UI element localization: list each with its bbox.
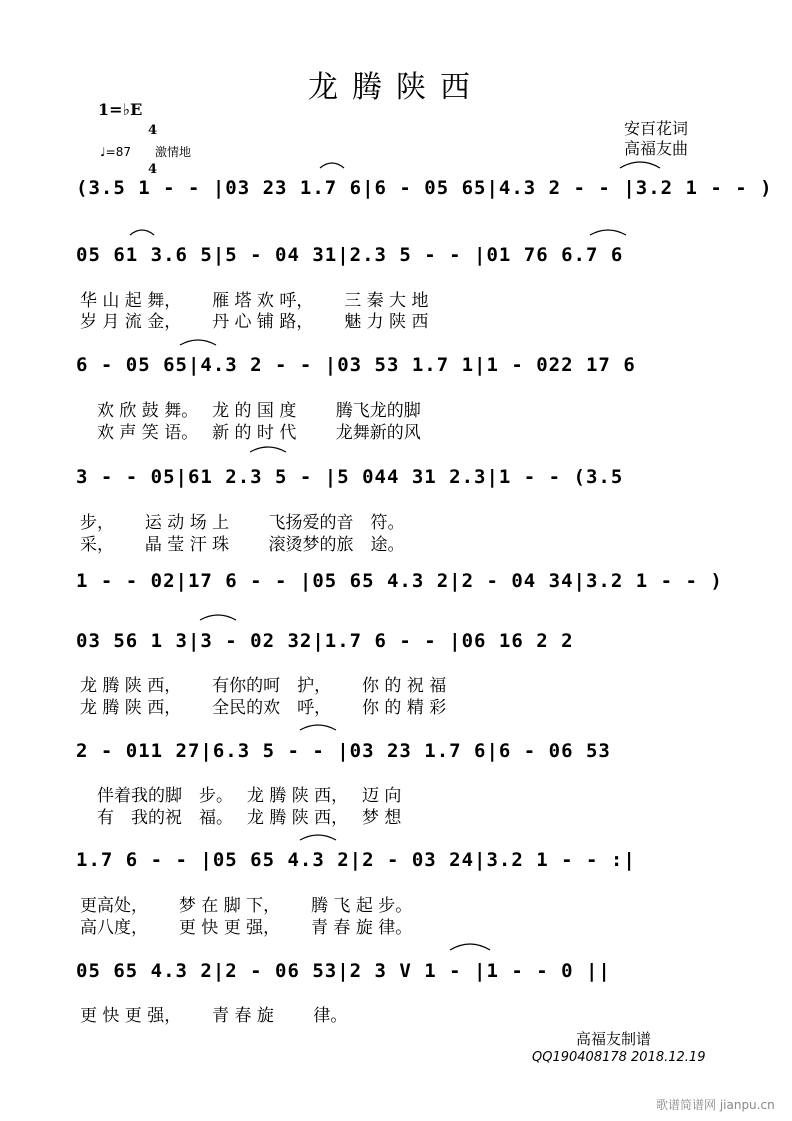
lyric-line-4a: 步， 运 动 场 上 飞扬爱的音 符。 — [80, 513, 405, 533]
slur-8 — [300, 725, 336, 730]
slur-9 — [300, 835, 336, 840]
notation-line-2: 05 61 3.6 5|5 - 04 31|2.3 5 - - |01 76 6.7 6 — [76, 244, 624, 266]
notation-line-1: (3.5 1 - - |03 23 1.7 6|6 - 05 65|4.3 2 - - |3.2 1 - - ) — [76, 177, 773, 199]
lyricist-credit: 安百花词 — [624, 119, 689, 138]
composer-credit: 高福友曲 — [624, 139, 689, 158]
slur-10 — [450, 944, 490, 950]
page-title: 龙腾陕西 — [308, 70, 484, 105]
slur-6 — [250, 447, 286, 452]
lyric-line-8a: 更高处， 梦 在 脚 下， 腾 飞 起 步。 — [80, 896, 413, 916]
watermark: 歌谱简谱网 jianpu.cn — [656, 1098, 775, 1112]
lyric-line-7b: 有 我的祝 福。 龙 腾 陕 西， 梦 想 — [80, 808, 402, 828]
lyric-line-6a: 龙 腾 陕 西， 有你的呵 护， 你 的 祝 福 — [80, 676, 447, 696]
time-signature-top: 4 — [148, 123, 158, 138]
lyric-line-6b: 龙 腾 陕 西， 全民的欢 呼， 你 的 精 彩 — [80, 698, 447, 718]
key-signature: 1=♭E — [98, 100, 143, 119]
lyric-line-3b: 欢 声 笑 语。 新 的 时 代 龙舞新的风 — [80, 423, 421, 443]
lyric-line-3a: 欢 欣 鼓 舞。 龙 的 国 度 腾飞龙的脚 — [80, 401, 421, 421]
slur-3 — [130, 230, 154, 235]
slur-7 — [200, 615, 236, 620]
lyric-line-4b: 采， 晶 莹 汗 珠 滚烫梦的旅 途。 — [80, 535, 405, 555]
notation-line-3: 6 - 05 65|4.3 2 - - |03 53 1.7 1|1 - 022 17 6 — [76, 354, 636, 376]
notation-line-7: 2 - 011 27|6.3 5 - - |03 23 1.7 6|6 - 06 53 — [76, 740, 611, 762]
lyric-line-2b: 岁 月 流 金， 丹 心 铺 路， 魅 力 陕 西 — [80, 312, 429, 332]
lyric-line-2a: 华 山 起 舞， 雁 塔 欢 呼， 三 秦 大 地 — [80, 291, 429, 311]
lyric-line-9a: 更 快 更 强， 青 春 旋 律。 — [80, 1006, 348, 1026]
slur-2 — [620, 162, 660, 168]
notation-line-6: 03 56 1 3|3 - 02 32|1.7 6 - - |06 16 2 2 — [76, 630, 574, 652]
contact-date: QQ190408178 2018.12.19 — [532, 1050, 706, 1065]
slur-5 — [180, 340, 216, 345]
notation-line-5: 1 - - 02|17 6 - - |05 65 4.3 2|2 - 04 34|3.2 1 - - ) — [76, 570, 723, 592]
notation-line-4: 3 - - 05|61 2.3 5 - |5 044 31 2.3|1 - - (3.5 — [76, 466, 624, 488]
lyric-line-8b: 高八度， 更 快 更 强， 青 春 旋 律。 — [80, 918, 413, 938]
lyric-line-7a: 伴着我的脚 步。 龙 腾 陕 西， 迈 向 — [80, 786, 402, 806]
tempo-marking: ♩=87 激情地 — [100, 145, 191, 159]
arranger-credit: 高福友制谱 — [576, 1030, 652, 1048]
time-signature-bottom: 4 — [148, 162, 158, 177]
slur-1 — [320, 163, 344, 168]
notation-line-8: 1.7 6 - - |05 65 4.3 2|2 - 03 24|3.2 1 - - :| — [76, 849, 636, 871]
notation-line-9: 05 65 4.3 2|2 - 06 53|2 3 V 1 - |1 - - 0 || — [76, 960, 611, 982]
slur-4 — [590, 230, 626, 235]
